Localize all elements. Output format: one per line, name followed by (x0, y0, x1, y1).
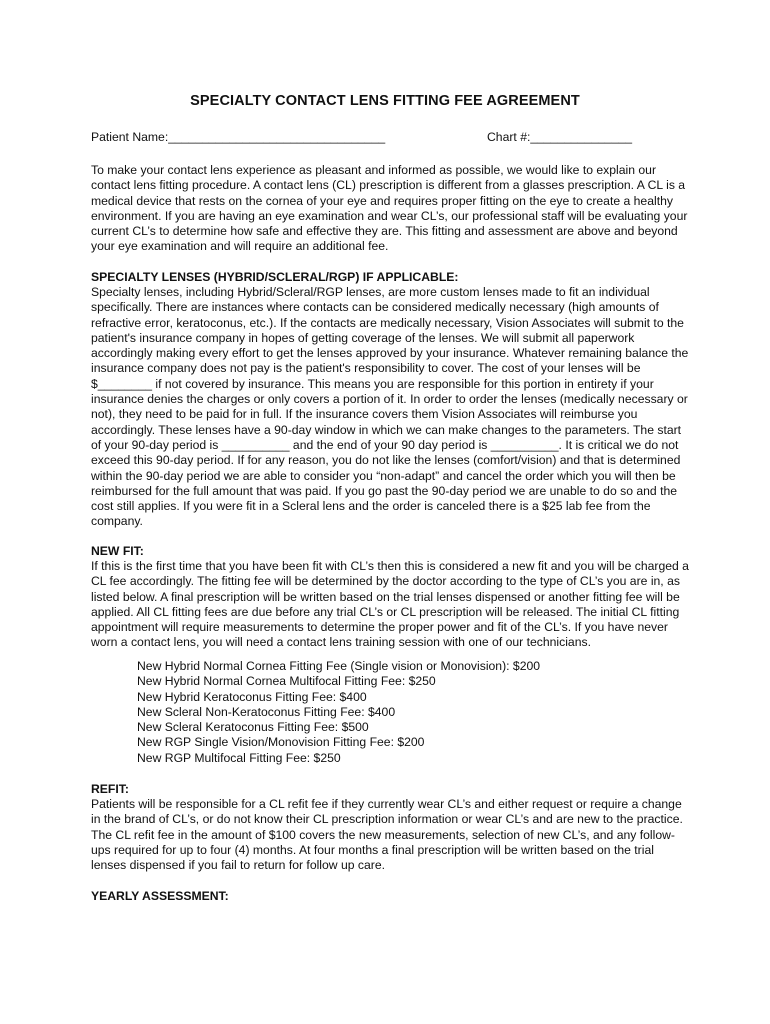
fee-item: New RGP Single Vision/Monovision Fitting Fee: $200 (137, 735, 425, 750)
fee-item: New Scleral Non-Keratoconus Fitting Fee: $400 (137, 704, 396, 719)
fee-item: New Hybrid Normal Cornea Fitting Fee (Single vision or Monovision): $200 (137, 659, 541, 673)
refit-heading: REFIT: (91, 782, 129, 796)
fee-item: New Hybrid Keratoconus Fitting Fee: $400 (137, 689, 367, 704)
refit-paragraph: Patients will be responsible for a CL refit fee if they currently wear CL’s and either request or require a change in the brand of CL’s, or do not know their CL prescription information or wear CL’s and are new to the practice. The CL refit fee in the amount of $100 covers the new measurements, selection of new CL’s, and any follow-ups required for up to four (4) months. At four months a final prescription will be written based on the trial lenses dispensed if you fail to return for follow up care. (91, 797, 683, 873)
document-title: SPECIALTY CONTACT LENS FITTING FEE AGREEMENT (190, 93, 580, 109)
fee-item: New Scleral Keratoconus Fitting Fee: $500 (137, 720, 369, 735)
chart-number-field: Chart #:_______________ (487, 130, 633, 144)
new-fit-heading: NEW FIT: (91, 544, 144, 558)
new-fit-paragraph: If this is the first time that you have been fit with CL’s then this is considered a new fit and you will be charged a CL fee accordingly. The fitting fee will be determined by the doctor according to the type of CL’s you are in, as listed below. A final prescription will be written based on the trial lenses dispensed or another fitting fee will be applied. All CL fitting fees are due before any trial CL’s or CL prescription will be released. The initial CL fitting appointment will require measurements to determine the proper power and fit of the CL’s. If you have never worn a contact lens, you will need a contact lens training session with one of our technicians. (91, 559, 689, 650)
intro-paragraph: To make your contact lens experience as pleasant and informed as possible, we would like to explain our contact lens fitting procedure. A contact lens (CL) prescription is different from a glasses prescription. A CL is a medical device that rests on the cornea of your eye and requires proper fitting on the eye to create a healthy environment. If you are having an eye examination and wear CL’s, our professional staff will be evaluating your current CL’s to determine how safe and effective they are. This fitting and assessment are above and beyond your eye examination and will require an additional fee. (91, 163, 688, 254)
fee-item: New Hybrid Normal Cornea Multifocal Fitting Fee: $250 (137, 674, 436, 689)
specialty-paragraph: Specialty lenses, including Hybrid/Scleral/RGP lenses, are more custom lenses made to fit an individual specifically. There are instances where contacts can be considered medically necessary (high amounts of refractive error, keratoconus, etc.). If the contacts are medically necessary, Vision Associates will submit to the patient's insurance company in hopes of getting coverage of the lenses. We will submit all paperwork accordingly making every effort to get the lenses approved by your insurance. Whatever remaining balance the insurance company does not pay is the patient's responsibility to cover. The cost of your lenses will be $________ if not covered by insurance. This means you are responsible for this portion in entirety if your insurance denies the charges or only covers a portion of it. In order to order the lenses (medically necessary or not), they need to be paid for in full. If the insurance covers them Vision Associates will reimburse you accordingly. These lenses have a 90-day window in which we can make changes to the parameters. The start of your 90-day period is __________ and the end of your 90 day period is __________. It is critical we do not exceed this 90-day period. If for any reason, you do not like the lenses (comfort/vision) and that is determined within the 90-day period we are able to consider you “non-adapt” and cancel the order which you will then be reimbursed for the full amount that was paid. If you go past the 90-day period we are unable to do so and the cost still applies. If you were fit in a Scleral lens and the order is canceled there is a $25 lab fee from the company. (91, 285, 689, 529)
patient-name-field: Patient Name:________________________________ (91, 130, 386, 144)
specialty-heading: SPECIALTY LENSES (HYBRID/SCLERAL/RGP) IF APPLICABLE: (91, 270, 459, 284)
yearly-assessment-heading: YEARLY ASSESSMENT: (91, 889, 229, 903)
new-fit-fee-list (137, 659, 540, 766)
fee-item: New RGP Multifocal Fitting Fee: $250 (137, 750, 341, 765)
patient-header-row (91, 130, 691, 146)
